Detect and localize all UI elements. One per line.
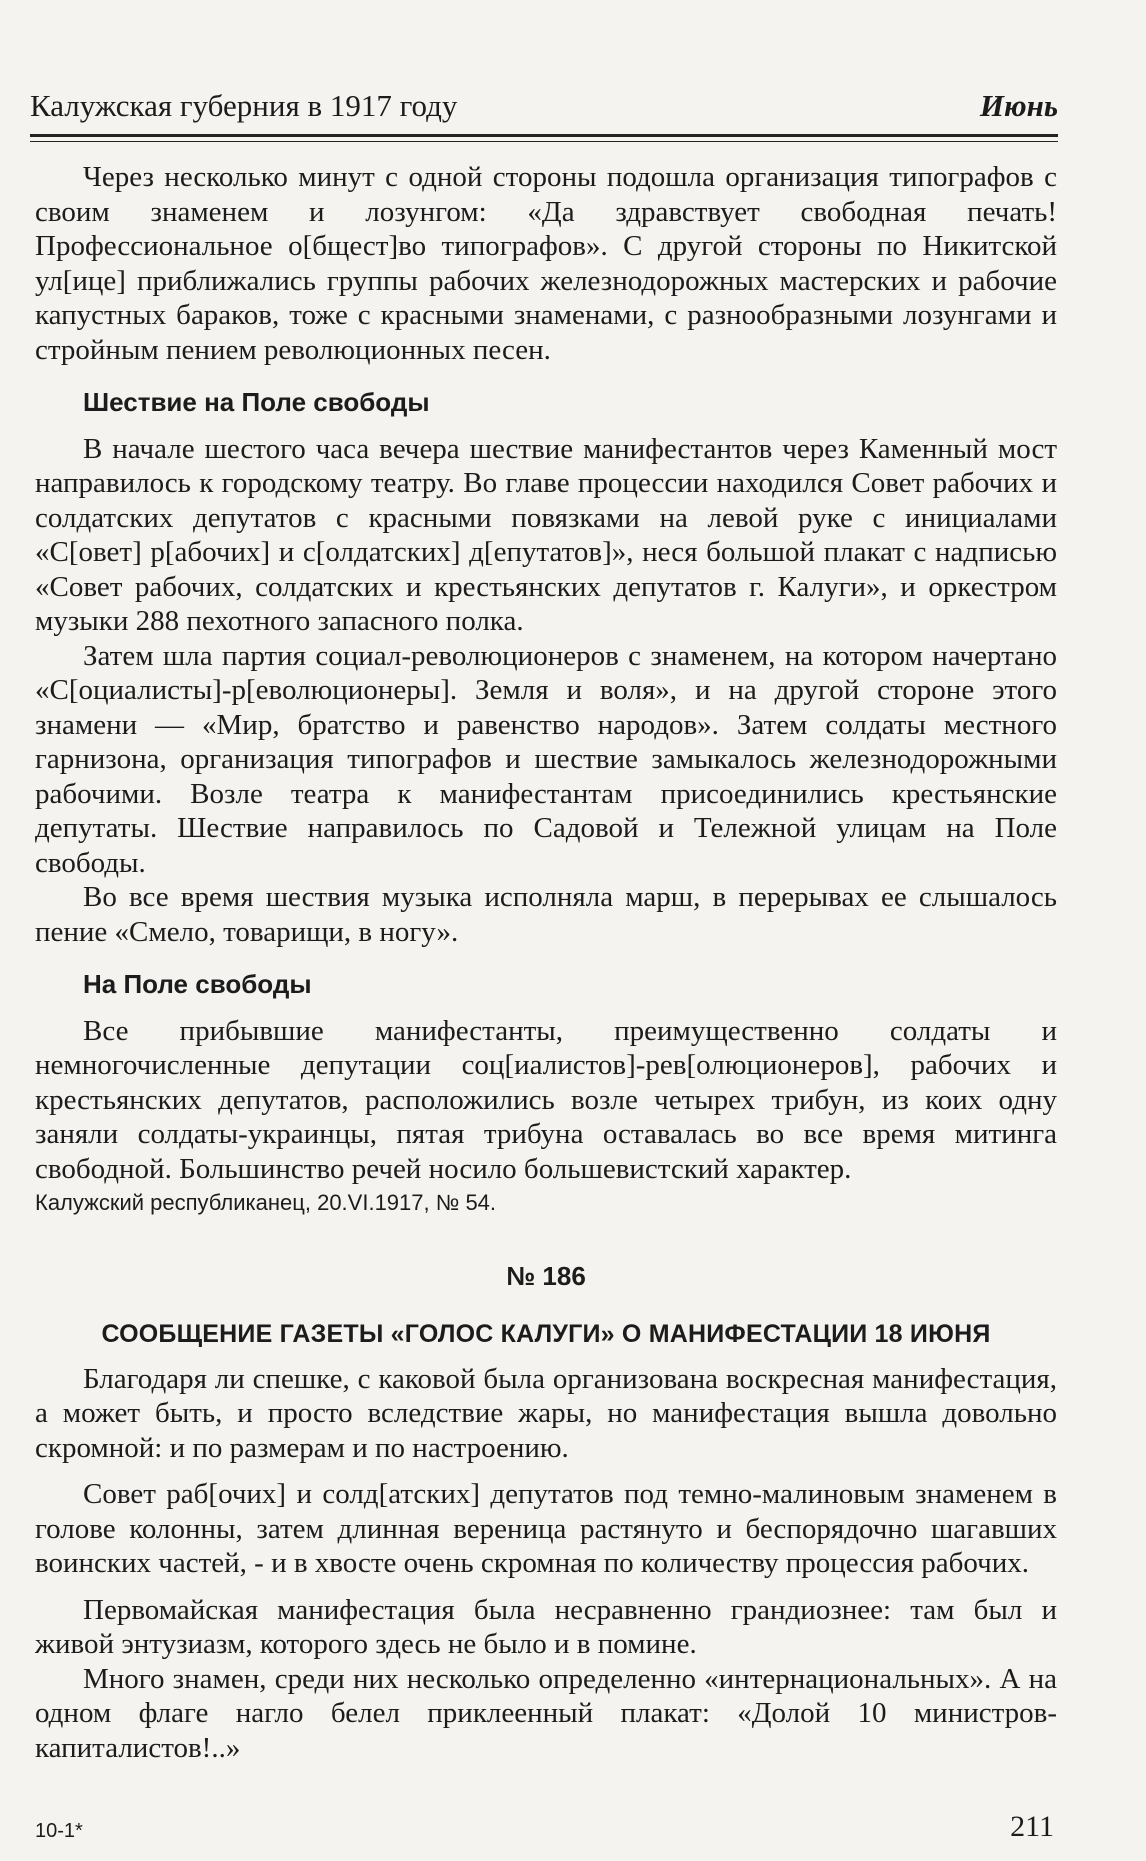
body-text xyxy=(35,160,1057,1765)
header-rule-thin xyxy=(30,141,1058,142)
header-title: Калужская губерния в 1917 году xyxy=(30,88,458,123)
paragraph: Затем шла партия социал-революционеров с знаменем, на котором начертано «С[оциалисты]-р[еволюционеры]. Земля и воля», и на другой стороне этого знамени — «Мир, братство и равенство народов». Затем солдаты местного гарнизона, организация типографов и шествие замыкалось железнодорожными рабочими. Возле театра к манифестантам присоединились крестьянские депутаты. Шествие направилось по Садовой и Тележной улицам на Поле свободы. xyxy=(35,639,1057,879)
signature-mark: 10-1* xyxy=(35,1820,83,1842)
document-number: № 186 xyxy=(506,1260,586,1291)
section-heading-field: На Поле свободы xyxy=(83,969,312,999)
document-title: СООБЩЕНИЕ ГАЗЕТЫ «ГОЛОС КАЛУГИ» О МАНИФЕСТАЦИИ 18 ИЮНЯ xyxy=(101,1320,991,1348)
header-rule-thick xyxy=(30,134,1058,137)
source-citation: Калужский республиканец, 20.VI.1917, № 54. xyxy=(35,1190,497,1215)
paragraph: Много знамен, среди них несколько определенно «интернациональных». А на одном флаге нагло белел приклеенный плакат: «Долой 10 министров-капиталистов!..» xyxy=(35,1662,1057,1764)
paragraph: Совет раб[очих] и солд[атских] депутатов под темно-малиновым знаменем в голове колонны, затем длинная вереница растянуто и беспорядочно шагавших воинских частей, - и в хвосте очень скромная по количеству процессия рабочих. xyxy=(35,1478,1057,1579)
running-header xyxy=(30,88,1058,124)
header-month: Июнь xyxy=(979,88,1058,123)
paragraph: Через несколько минут с одной стороны подошла организация типографов с своим знаменем и лозунгом: «Да здравствует свободная печать! Профессиональное о[бщест]во типографов». С другой стороны по Никитской ул[ице] приближались группы рабочих железнодорожных мастерских и рабочие капустных бараков, тоже с красными знаменами, с разнообразными лозунгами и стройным пением революционных песен. xyxy=(35,161,1057,366)
paragraph: В начале шестого часа вечера шествие манифестантов через Каменный мост направилось к городскому театру. Во главе процессии находился Совет рабочих и солдатских депутатов с красными повязками на левой руке с инициалами «С[овет] р[абочих] и с[олдатских] д[епутатов]», неся большой плакат с надписью «Совет рабочих, солдатских и крестьянских депутатов г. Калуги», и оркестром музыки 288 пехотного запасного полка. xyxy=(35,432,1057,637)
paragraph: Первомайская манифестация была несравненно грандиознее: там был и живой энтузиазм, которого здесь не было и в помине. xyxy=(35,1593,1057,1660)
paragraph: Во все время шествия музыка исполняла марш, в перерывах ее слышалось пение «Смело, товарищи, в ногу». xyxy=(35,881,1057,948)
section-heading-march: Шествие на Поле свободы xyxy=(83,387,430,417)
paragraph: Благодаря ли спешке, с каковой была организована воскресная манифестация, а может быть, и просто вследствие жары, но манифестация вышла довольно скромной: и по размерам и по настроению. xyxy=(35,1362,1057,1464)
paragraph: Все прибывшие манифестанты, преимущественно солдаты и немногочисленные депутации соц[иалистов]-рев[олюционеров], рабочих и крестьянских депутатов, расположились возле четырех трибун, из коих одну заняли солдаты-украинцы, пятая трибуна оставалась во все время митинга свободной. Большинство речей носило большевистский характер. xyxy=(35,1014,1057,1185)
page-number: 211 xyxy=(1010,1810,1054,1843)
